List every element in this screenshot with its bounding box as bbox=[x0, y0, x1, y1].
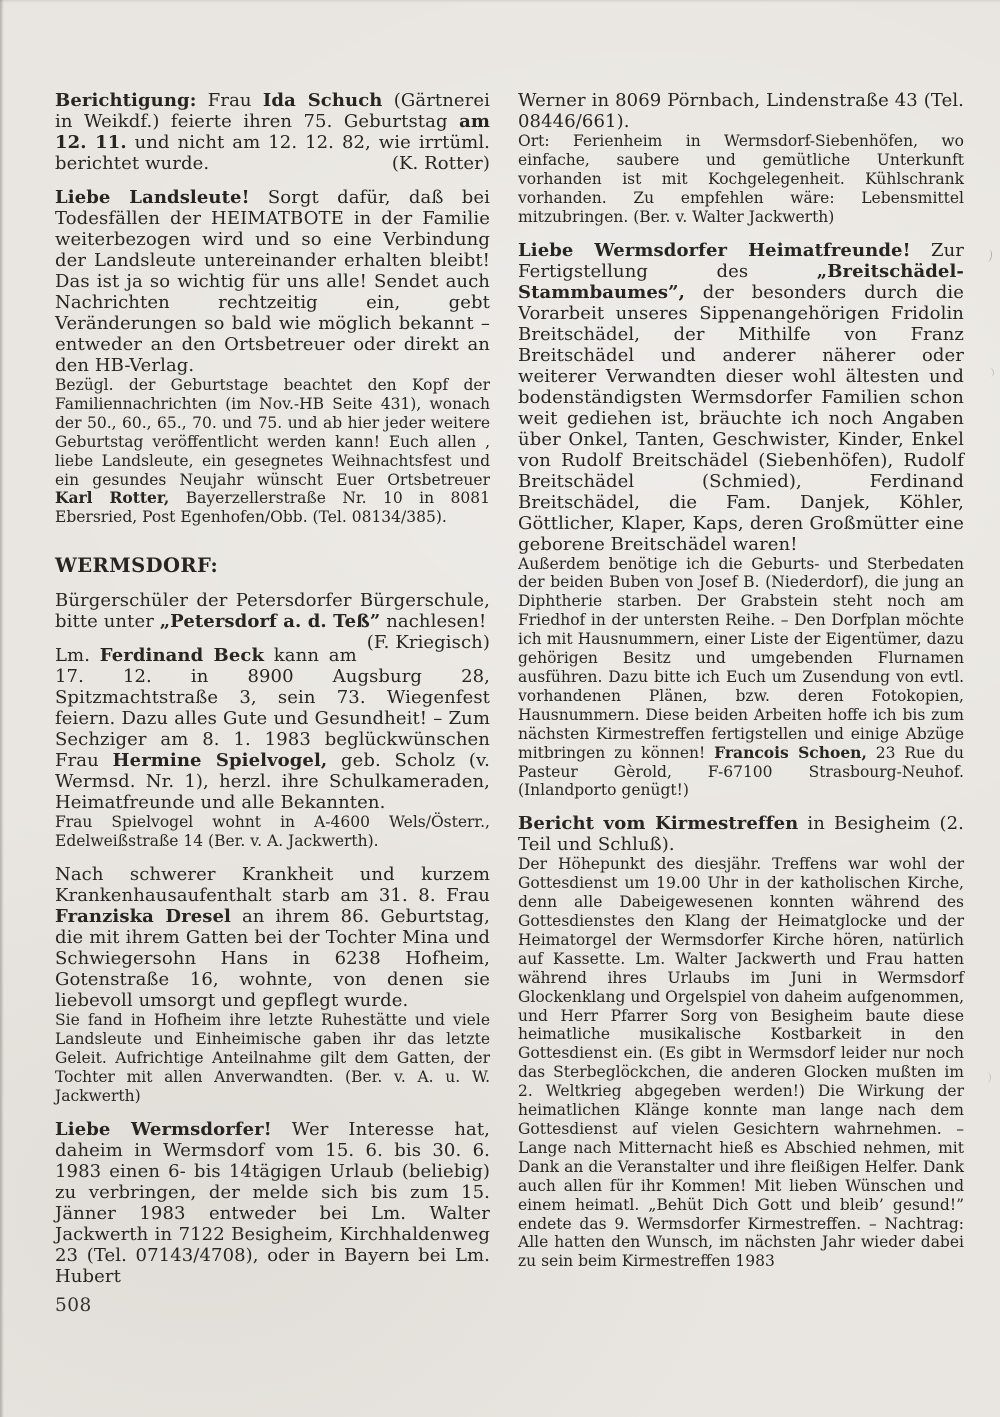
paragraph-franziska-dresel bbox=[55, 864, 490, 1011]
bold-text: Liebe Landsleute! bbox=[55, 187, 250, 208]
paragraph-berichtigung bbox=[55, 90, 490, 174]
text: Bürgerschüler der Petersdorfer Bürgerschule, bitte unter bbox=[55, 590, 490, 633]
text: Zur Fertigstellung des bbox=[518, 239, 964, 282]
right-column bbox=[518, 90, 964, 1287]
text: und nicht am 12. 12. 82, wie irrtüml. berichtet wurde. bbox=[55, 132, 490, 174]
paragraph-buergerschueler bbox=[55, 590, 490, 654]
bold-text: Francois Schoen, bbox=[714, 742, 867, 762]
bold-text: am 12. 11. bbox=[55, 111, 490, 153]
bold-text: Ida Schuch bbox=[262, 90, 383, 111]
paragraph-geburtstage-hinweis bbox=[55, 376, 490, 527]
paragraph-kirmestreffen-bericht bbox=[518, 855, 964, 1271]
text: Sie fand in Hofheim ihre letzte Ruhestätte und viele Landsleute und Einheimische gaben ihr das letzte Geleit. Aufrichtige Anteilnahme gilt dem Gatten, der Tochter mit allen Anverwandten. (Ber. v. A. u. W. Jackwerth) bbox=[55, 1011, 490, 1105]
text: geb. Scholz (v. Wermsd. Nr. 1), herzl. ihre Schulkameraden, Heimatfreunde und alle Bekannten. bbox=[55, 750, 490, 814]
page-number: 508 bbox=[55, 1295, 92, 1316]
text: Lm. bbox=[55, 645, 100, 667]
text: Frau Spielvogel wohnt in A-4600 Wels/Österr., Edelweißstraße 14 (Ber. v. A. Jackwerth). bbox=[55, 813, 490, 851]
paragraph-ferienheim-hinweis bbox=[518, 132, 964, 227]
paragraph-spielvogel-adresse bbox=[55, 813, 490, 851]
text: Sorgt dafür, daß bei Todesfällen der HEIMATBOTE in der Familie weiterbezogen wird und so eine Verbindung der Landsleute untereinander erhalten bleibt! Das ist ja so wichtig für uns alle! Sendet auch Nachrichten rechtzeitig ein, gebt Veränderungen so bald wie möglich bekannt – entweder an den Ortsbetreuer oder direkt an den HB-Verlag. bbox=[55, 187, 490, 376]
scan-artifact bbox=[983, 1072, 991, 1083]
text: nachlesen! bbox=[380, 611, 487, 633]
text: an ihrem 86. Geburtstag, die mit ihrem Gatten bei der Tochter Mina und Schwiegersohn Hans in 6238 Hofheim, Gotenstraße 16, wohnte, von denen sie liebevoll umsorgt und gepflegt wurde. bbox=[55, 906, 490, 1012]
paragraph-heimatfreunde-stammbaum bbox=[518, 240, 964, 555]
paragraph-urlaub-wermsdorf bbox=[55, 1119, 490, 1287]
scan-artifact bbox=[986, 368, 995, 378]
paragraph-kirmestreffen-titel bbox=[518, 813, 964, 855]
bold-text: Hermine Spielvogel, bbox=[112, 750, 328, 772]
text: Bayerzellerstraße Nr. 10 in 8081 Ebersried, Post Egenhofen/Obb. (Tel. 08134/385). bbox=[55, 489, 490, 527]
bold-text: Liebe Wermsdorfer! bbox=[55, 1118, 272, 1140]
text: Werner in 8069 Pörnbach, Lindenstraße 43 (Tel. 08446/661). bbox=[518, 90, 964, 132]
text: Nach schwerer Krankheit und kurzem Krankenhausaufenthalt starb am 31. 8. Frau bbox=[55, 864, 490, 907]
text: (Gärtnerei in Weikdf.) feierte ihren 75. Geburtstag bbox=[55, 90, 491, 132]
bold-text: Karl Rotter, bbox=[55, 488, 170, 508]
text-columns bbox=[55, 90, 964, 1287]
text: in Besigheim (2. Teil und Schluß). bbox=[518, 813, 964, 856]
text: Bezügl. der Geburtstage beachtet den Kopf der Familiennachrichten (im Nov.-HB Seite 431), wonach der 50., 60., 65., 70. und 75. und ab hier jeder weitere Geburtstag veröffentlicht werden kann! Euch allen , liebe Landsleute, ein gesegnetes Weihnachtsfest und ein gesundes Neujahr wünscht Euer Ortsbetreuer bbox=[55, 376, 490, 489]
bold-text: „Petersdorf a. d. Teß” bbox=[159, 611, 381, 633]
bold-text: Liebe Wermsdorfer Heimatfreunde! bbox=[518, 239, 911, 261]
paragraph-liebe-landsleute bbox=[55, 187, 490, 376]
bold-text: Berichtigung: bbox=[55, 90, 197, 111]
page-top-edge-shadow bbox=[0, 0, 1000, 3]
paragraph-stammbaum-details bbox=[518, 555, 964, 801]
text: Außerdem benötige ich die Geburts- und Sterbedaten der beiden Buben von Josef B. (Niederdorf), die jung an Diphtherie starben. Der Grabstein steht noch am Friedhof in der untersten Reihe. – Den Dorfplan möchte ich mit Hausnummern, einer Liste der Eigentümer, dazu gehörigen Besitz und umgebenden Flurnamen ausführen. Dazu bitte ich Euch um Zusendung von evtl. vorhandenen Plänen, bzw. deren Fotokopien, Hausnummern. Diese beiden Arbeiten hoffe ich bis zum nächsten Kirmestreffen fertigstellen und einige Abzüge mitbringen zu können! bbox=[518, 554, 964, 762]
bold-text: Ferdinand Beck bbox=[99, 645, 265, 667]
text: Ort: Ferienheim in Wermsdorf-Siebenhöfen, wo einfache, saubere und gemütliche Unterkunft vorhanden ist mit Kochgelegenheit. Kühlschrank vorhanden. Zu empfehlen wäre: Lebensmittel mitzubringen. (Ber. v. Walter Jackwerth) bbox=[518, 132, 964, 226]
paragraph-ferdinand-beck bbox=[55, 645, 490, 813]
text: Frau bbox=[196, 90, 263, 111]
signature: (F. Kriegisch) bbox=[366, 632, 490, 654]
paragraph-dresel-nachruf bbox=[55, 1011, 490, 1106]
signature: (K. Rotter) bbox=[391, 153, 490, 174]
text: der besonders durch die Vorarbeit unseres Sippenangehörigen Fridolin Breitschädel, der Mithilfe von Franz Breitschädel und anderer näherer oder weiterer Verwandten dieser wohl ältesten und bodenständigsten Wermsdorfer Familien schon weit gediehen ist, bräuchte ich noch Angaben über Onkel, Tanten, Geschwister, Kinder, Enkel von Rudolf Breitschädel (Siebenhöfen), Rudolf Breitschädel (Schmied), Ferdinand Breitschädel, die Fam. Danjek, Köhler, Göttlicher, Klaper, Kaps, deren Großmütter eine geborene Breitschädel waren! bbox=[518, 281, 964, 555]
section-heading-wermsdorf: WERMSDORF: bbox=[55, 554, 219, 578]
bold-text: Franziska Dresel bbox=[55, 906, 231, 928]
text: Der Höhepunkt des diesjähr. Treffens war wohl der Gottesdienst um 19.00 Uhr in der katholischen Kirche, denn alle Dabeigewesenen konnten während des Gottesdienstes den Klang der Heimatglocke und der Heimatorgel der Wermsdorfer Kirche hören, natürlich auf Kassette. Lm. Walter Jackwerth und Frau hatten während ihres Urlaubs im Juni in Wermsdorf Glockenklang und Orgelspiel von daheim aufgenommen, und Herr Pfarrer Sorg von Besigheim baute diese heimatliche musikalische Kostbarkeit in den Gottesdienst ein. (Es gibt in Wermsdorf leider nur noch das Sterbeglöckchen, die anderen Glocken mußten im 2. Weltkrieg abgegeben werden!) Die Wirkung der heimatlichen Klänge konnte man lange nach dem Gottesdienst auf vielen Gesichtern wahrnehmen. – Lange nach Mitternacht hieß es Abschied nehmen, mit Dank an die Veranstalter und ihre fleißigen Helfer. Dank auch allen für ihr Kommen! Mit lieben Wünschen und einem heimatl. „Behüt Dich Gott und bleib’ gesund!” endete das 9. Wermsdorfer Kirmestreffen. – Nachtrag: Alle hatten den Wunsch, im nächsten Jahr wieder dabei zu sein beim Kirmestreffen 1983 bbox=[518, 855, 964, 1271]
paragraph-werner-adresse bbox=[518, 90, 964, 132]
text: kann am 17. 12. in 8900 Augsburg 28, Spitzmachtstraße 3, sein 73. Wiegenfest feiern. Dazu alles Gute und Gesundheit! – Zum Sechziger am 8. 1. 1983 beglückwünschen Frau bbox=[55, 645, 490, 772]
left-column bbox=[55, 90, 490, 1287]
scan-artifact bbox=[983, 249, 993, 263]
page-left-edge-shadow bbox=[0, 0, 4, 1417]
bold-text: „Breitschädel-Stammbaumes”, bbox=[518, 260, 964, 303]
text: Wer Interesse hat, daheim in Wermsdorf vom 15. 6. bis 30. 6. 1983 einen 6- bis 14tägigen Urlaub (beliebig) zu verbringen, der melde sich bis zum 15. Jänner 1983 entweder bei Lm. Walter Jackwerth in 7122 Besigheim, Kirchhaldenweg 23 (Tel. 07143/4708), oder in Bayern bei Lm. Hubert bbox=[55, 1118, 490, 1287]
bold-text: Bericht vom Kirmestreffen bbox=[518, 813, 799, 835]
text: 23 Rue du Pasteur Gèrold, F-67100 Strasbourg-Neuhof. (Inlandporto genügt!) bbox=[518, 743, 964, 800]
